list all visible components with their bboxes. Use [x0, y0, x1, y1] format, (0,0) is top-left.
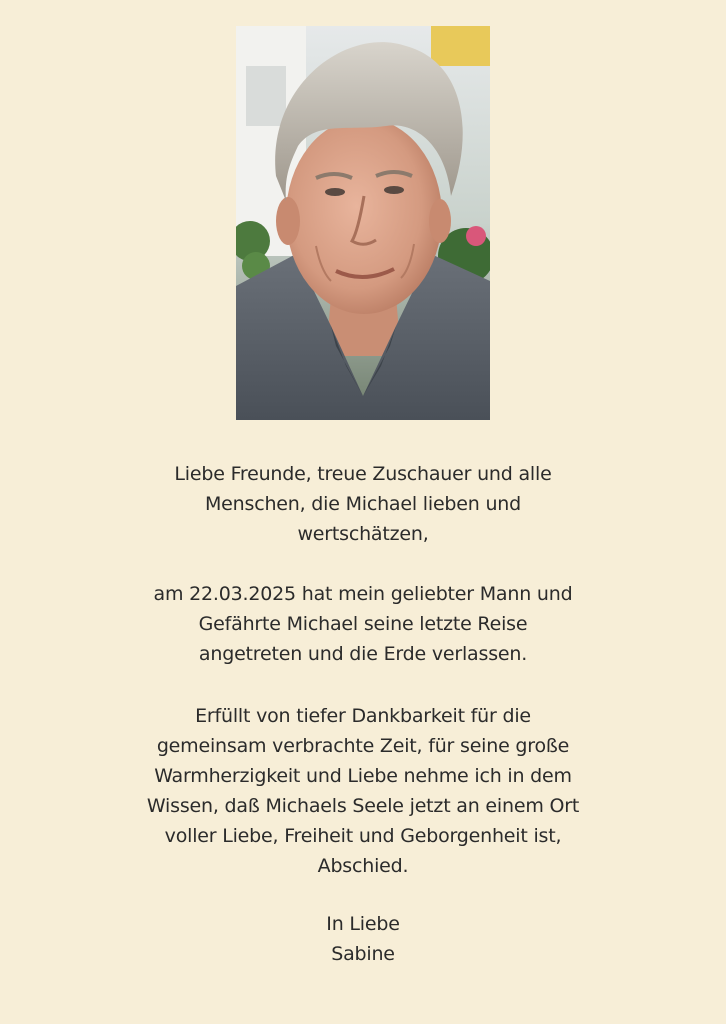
gratitude-line: Erfüllt von tiefer Dankbarkeit für die	[195, 705, 531, 727]
gratitude-line: voller Liebe, Freiheit und Geborgenheit ist,	[164, 825, 562, 847]
announcement-line: angetreten und die Erde verlassen.	[198, 643, 528, 665]
greeting-line: wertschätzen,	[297, 523, 429, 545]
announcement-line: am 22.03.2025 hat mein geliebter Mann und	[153, 583, 573, 605]
gratitude-line: Wissen, daß Michaels Seele jetzt an einem Ort	[146, 795, 580, 817]
greeting-paragraph	[100, 459, 626, 549]
signature: Sabine	[331, 943, 395, 965]
announcement-paragraph	[100, 579, 626, 669]
closing-block	[100, 909, 626, 969]
portrait-image	[236, 26, 490, 420]
gratitude-paragraph	[100, 701, 626, 881]
greeting-line: Menschen, die Michael lieben und	[204, 493, 522, 515]
greeting-line: Liebe Freunde, treue Zuschauer und alle	[174, 463, 552, 485]
closing-phrase: In Liebe	[326, 913, 400, 935]
gratitude-line: Abschied.	[317, 855, 409, 877]
gratitude-line: Warmherzigkeit und Liebe nehme ich in dem	[154, 765, 572, 787]
portrait-photo	[236, 26, 490, 420]
gratitude-line: gemeinsam verbrachte Zeit, für seine große	[156, 735, 570, 757]
announcement-line: Gefährte Michael seine letzte Reise	[198, 613, 528, 635]
